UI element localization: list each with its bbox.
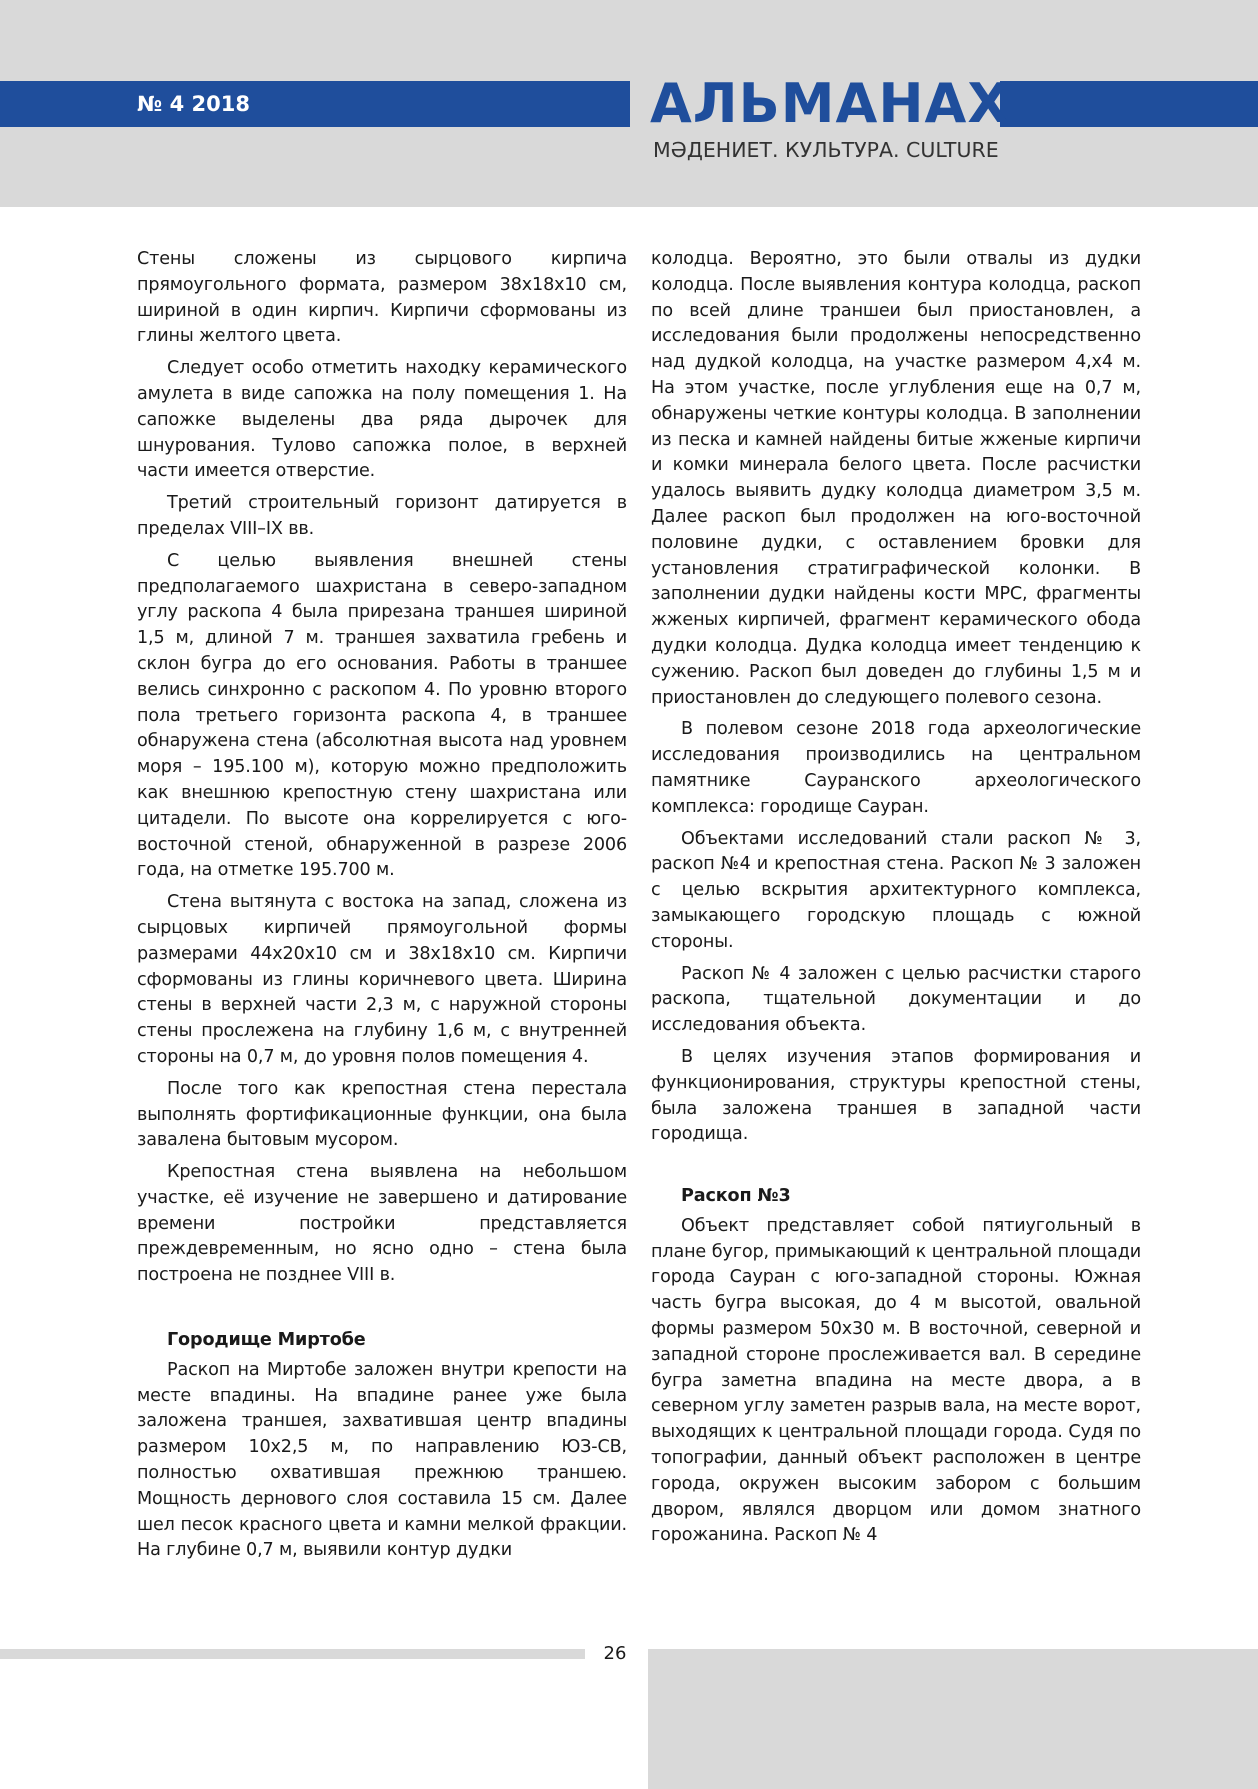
paragraph: колодца. Вероятно, это были отвалы из дудки колодца. После выявления контура колодца, раскоп по всей длине траншеи был приостановлен, а исследования были продолжены непосредственно над дудкой колодца, на участке размером 4,х4 м. На этом участке, после углубления еще на 0,7 м, обнаружены четкие контуры колодца. В заполнении из песка и камней найдены битые жженые кирпичи и комки минерала белого цвета. После расчистки удалось выявить дудку колодца диаметром 3,5 м. Далее раскоп был продолжен на юго-восточной половине дудки, с оставлением бровки для установления стратиграфической колонки. В заполнении дудки найдены кости МРС, фрагменты жженых кирпичей, фрагмент керамического обода дудки колодца. Дудка колодца имеет тенденцию к сужению. Раскоп был доведен до глубины 1,5 м и приостановлен до следующего полевого сезона. xyxy=(651,249,1141,708)
page-number: 26 xyxy=(603,1643,627,1664)
paragraph: Раскоп № 4 заложен с целью расчистки старого раскопа, тщательной документации и до исследования объекта. xyxy=(651,963,1141,1036)
header-bar-left xyxy=(0,81,630,127)
section-heading: Городище Миртобе xyxy=(167,1330,366,1351)
magazine-title: АЛЬМАНАХ xyxy=(650,72,1010,135)
paragraph: Объектами исследований стали раскоп № 3, раскоп №4 и крепостная стена. Раскоп № 3 заложен с целью вскрытия архитектурного комплекса, замыкающего городскую площадь с южной стороны. xyxy=(651,828,1141,952)
magazine-subtitle: МӘДЕНИЕТ. КУЛЬТУРА. CULTURE xyxy=(653,138,999,162)
paragraph: Третий строительный горизонт датируется в пределах VIII–IX вв. xyxy=(137,493,627,539)
paragraph: С целью выявления внешней стены предполагаемого шахристана в северо-западном углу раскопа 4 была прирезана траншея шириной 1,5 м, длиной 7 м. траншея захватила гребень и склон бугра до его основания. Работы в траншее велись синхронно с раскопом 4. По уровню второго пола третьего горизонта раскопа 4, в траншее обнаружена стена (абсолютная высота над уровнем моря – 195.100 м), которую можно предположить как внешнюю крепостную стену шахристана или цитадели. По высоте она коррелируется с юго-восточной стеной, обнаруженной в разрезе 2006 года, на отметке 195.700 м. xyxy=(137,550,627,881)
paragraph: Стена вытянута с востока на запад, сложена из сырцовых кирпичей прямоугольной формы размерами 44х20х10 см и 38х18х10 см. Кирпичи сформованы из глины коричневого цвета. Ширина стены в верхней части 2,3 м, с наружной стороны стены прослежена на глубину 1,6 м, с внутренней стороны на 0,7 м, до уровня полов помещения 4. xyxy=(137,892,627,1067)
footer-line xyxy=(0,1649,585,1659)
paragraph: Стены сложены из сырцового кирпича прямоугольного формата, размером 38х18х10 см, шириной в один кирпич. Кирпичи сформованы из глины желтого цвета. xyxy=(137,249,627,347)
paragraph: Объект представляет собой пятиугольный в плане бугор, примыкающий к центральной площади города Сауран с юго-западной стороны. Южная часть бугра высокая, до 4 м высотой, овальной формы размером 50х30 м. В восточной, северной и западной стороне прослеживается вал. В середине бугра заметна впадина на месте двора, а в северном углу заметен разрыв вала, на месте ворот, выходящих к центральной площади города. Судя по топографии, данный объект расположен в центре города, окружен высоким забором с большим двором, являлся дворцом или домом знатного горожанина. Раскоп № 4 xyxy=(651,1215,1141,1546)
paragraph: После того как крепостная стена перестала выполнять фортификационные функции, она была завалена бытовым мусором. xyxy=(137,1078,627,1151)
paragraph: Раскоп на Миртобе заложен внутри крепости на месте впадины. На впадине ранее уже была заложена траншея, захватившая центр впадины размером 10х2,5 м, по направлению ЮЗ-СВ, полностью охватившая прежнюю траншею. Мощность дернового слоя составила 15 см. Далее шел песок красного цвета и камни мелкой фракции. На глубине 0,7 м, выявили контур дудки xyxy=(137,1359,627,1561)
footer-panel xyxy=(648,1649,1258,1789)
paragraph: Крепостная стена выявлена на небольшом участке, её изучение не завершено и датирование времени постройки представляется преждевременным, но ясно одно – стена была построена не позднее VIII в. xyxy=(137,1162,627,1286)
issue-number: № 4 2018 xyxy=(137,92,250,116)
paragraph: Следует особо отметить находку керамического амулета в виде сапожка на полу помещения 1. На сапожке выделены два ряда дырочек для шнурования. Тулово сапожка полое, в верхней части имеется отверстие. xyxy=(137,358,627,482)
paragraph: В полевом сезоне 2018 года археологические исследования производились на центральном памятнике Сауранского археологического комплекса: городище Сауран. xyxy=(651,719,1141,817)
right-column xyxy=(651,247,1141,1555)
left-column xyxy=(137,247,627,1570)
header-bar-right xyxy=(1000,81,1258,127)
paragraph: В целях изучения этапов формирования и функционирования, структуры крепостной стены, была заложена траншея в западной части городища. xyxy=(651,1046,1141,1145)
section-heading: Раскоп №3 xyxy=(681,1186,791,1207)
